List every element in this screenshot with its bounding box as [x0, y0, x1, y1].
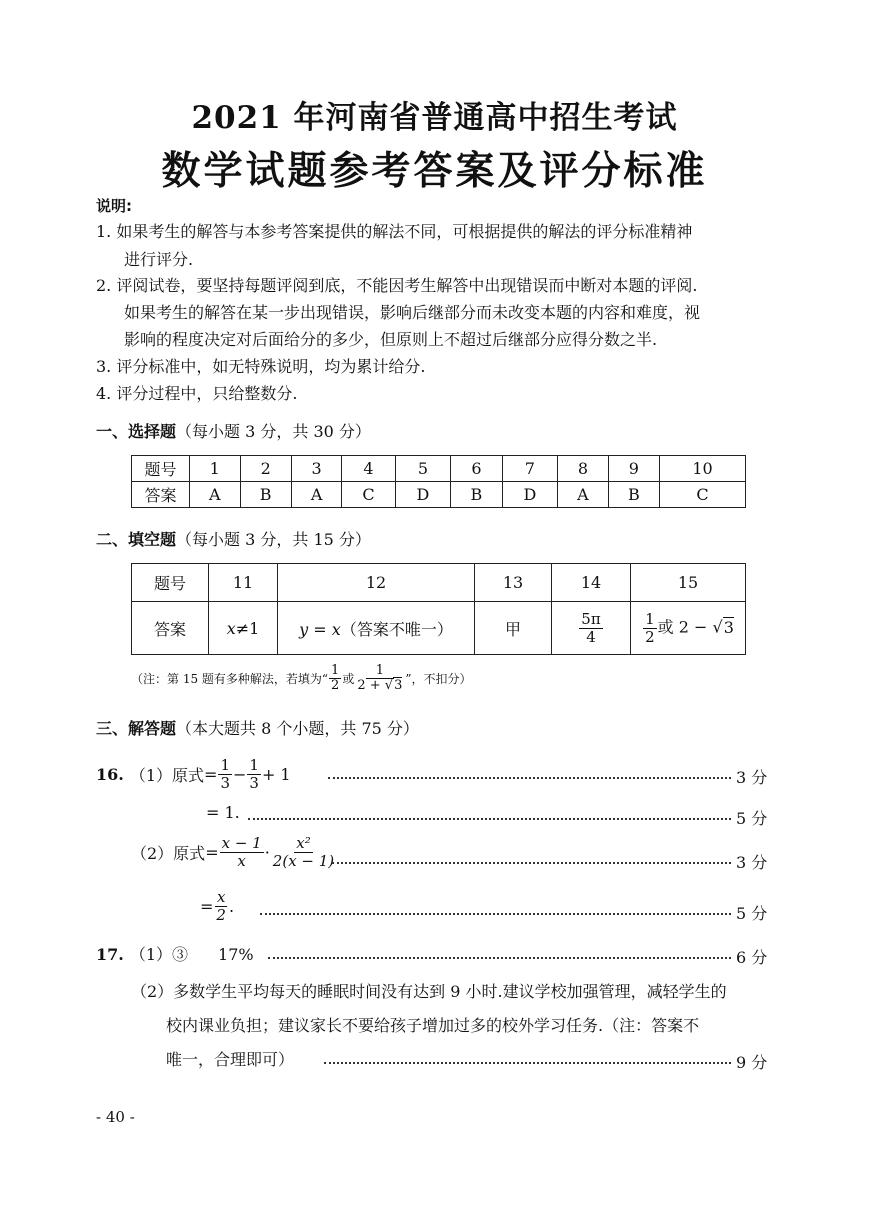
mc-answer: A	[291, 482, 342, 508]
mc-answer: B	[451, 482, 502, 508]
fraction: $\frac{1}{3}$	[220, 756, 230, 792]
mc-answer: A	[190, 482, 241, 508]
mc-number-row	[132, 456, 746, 482]
q16-part2-result: = $\frac{x}{2}$ .	[200, 888, 235, 924]
section3-note: （本大题共 8 个小题，共 75 分）	[176, 719, 419, 738]
mc-number: 9	[608, 456, 659, 482]
leader-dots	[324, 1062, 731, 1064]
mc-number: 1	[190, 456, 241, 482]
leader-dots	[332, 862, 731, 864]
mc-number: 7	[502, 456, 558, 482]
fraction: $\frac{\text{x²}}{2(x - 1)}$	[272, 834, 335, 870]
fraction: $\frac{x}{2}$	[216, 888, 226, 924]
mc-answer-row	[132, 482, 746, 508]
section2-heading: 二、填空题	[96, 530, 177, 549]
exam-title: 2021 年河南省普通高中招生考试	[191, 100, 678, 136]
section3-heading: 三、解答题	[96, 719, 177, 738]
fraction: $\frac{x - 1}{x}$	[221, 834, 262, 870]
multiple-choice-table	[131, 455, 746, 508]
mc-number-label: 题号	[132, 456, 190, 482]
q16-label: 16.	[96, 764, 124, 784]
q17-part1: 17. （1）③ 17%	[96, 945, 254, 964]
leader-dots	[248, 818, 731, 820]
q17-label: 17.	[96, 945, 124, 964]
fraction: $\frac{1}{3}$	[249, 756, 259, 792]
q17-part2-line2: 校内课业负担；建议家长不要给孩子增加过多的校外学习任务.（注：答案不	[166, 1016, 700, 1035]
mc-number: 4	[342, 456, 395, 482]
mc-number: 3	[291, 456, 342, 482]
fill-number: 12	[278, 564, 475, 602]
fill-number: 15	[631, 564, 746, 602]
fill-answer-12: y = x（答案不唯一）	[278, 602, 475, 655]
fraction: $\frac{5\pi}{4}$	[581, 610, 601, 646]
score: 3 分	[736, 853, 768, 872]
mc-number: 8	[558, 456, 609, 482]
mc-answer: D	[502, 482, 558, 508]
mc-answer: B	[608, 482, 659, 508]
score: 5 分	[736, 809, 768, 828]
section1-header	[96, 419, 371, 442]
answer-key-title: 数学试题参考答案及评分标准	[161, 149, 708, 194]
score: 5 分	[736, 904, 768, 923]
mc-answer: A	[558, 482, 609, 508]
note-2-cont-a: 如果考生的解答在某一步出现错误，影响后继部分而未改变本题的内容和难度，视	[124, 303, 701, 322]
fill-in-table	[131, 563, 746, 655]
mc-number: 5	[395, 456, 451, 482]
score: 3 分	[736, 768, 768, 787]
note-2: 2. 评阅试卷，要坚持每题评阅到底，不能因考生解答中出现错误而中断对本题的评阅.	[96, 276, 698, 295]
score: 9 分	[736, 1053, 768, 1072]
q17-part2-line1: （2）多数学生平均每天的睡眠时间没有达到 9 小时.建议学校加强管理，减轻学生的	[131, 982, 727, 1001]
fill-answer-label: 答案	[132, 602, 209, 655]
fill-number: 14	[552, 564, 631, 602]
note-1: 1. 如果考生的解答与本参考答案提供的解法不同，可根据提供的解法的评分标准精神	[96, 222, 693, 241]
q16-part1-result: = 1.	[206, 803, 240, 822]
q16-part2: （2）原式 = $\frac{x - 1}{x}$ · $\frac{\text{x²}}{2(x - 1)}$	[131, 834, 335, 870]
leader-dots	[328, 777, 731, 779]
mc-answer: B	[240, 482, 291, 508]
mc-answer: C	[342, 482, 395, 508]
fill-answer-15: $\frac{1}{2}$ 或 2 − √3	[631, 602, 746, 655]
note-1-cont: 进行评分.	[124, 250, 194, 269]
fill-answer-14	[552, 602, 631, 655]
note-3: 3. 评分标准中，如无特殊说明，均为累计给分.	[96, 357, 426, 376]
note-2-cont-b: 影响的程度决定对后面给分的多少，但原则上不超过后继部分应得分数之半.	[124, 330, 658, 349]
section2-header	[96, 527, 371, 550]
fill-in-remark: （注：第 15 题有多种解法，若填为“ $\frac{1}{2}$ 或 $\frac{1}{2 + √3}$ ”，不扣分）	[131, 663, 472, 694]
section3-header	[96, 716, 419, 739]
page-number: - 40 -	[96, 1108, 135, 1126]
fill-answer-row	[132, 602, 746, 655]
fraction: $\frac{1}{2}$	[645, 610, 655, 646]
section1-note: （每小题 3 分，共 30 分）	[176, 422, 371, 441]
section1-heading: 一、选择题	[96, 422, 177, 441]
leader-dots	[268, 957, 731, 959]
q16-part1: 16. （1）原式 = $\frac{1}{3}$ − $\frac{1}{3}$ + 1	[96, 756, 291, 792]
fraction: $\frac{1}{2 + √3}$	[357, 663, 403, 694]
mc-number: 6	[451, 456, 502, 482]
fill-number-label: 题号	[132, 564, 209, 602]
note-4: 4. 评分过程中，只给整数分.	[96, 384, 298, 403]
section2-note: （每小题 3 分，共 15 分）	[176, 530, 371, 549]
q17-part2-line3: 唯一，合理即可）	[166, 1050, 295, 1069]
fill-number-row	[132, 564, 746, 602]
mc-answer-label: 答案	[132, 482, 190, 508]
fill-answer-13: 甲	[475, 602, 552, 655]
mc-number: 2	[240, 456, 291, 482]
fill-number: 11	[209, 564, 278, 602]
leader-dots	[260, 913, 731, 915]
fraction: $\frac{1}{2}$	[331, 663, 340, 694]
notes-heading: 说明:	[96, 197, 132, 215]
fill-answer-11: x≠1	[209, 602, 278, 655]
score: 6 分	[736, 948, 768, 967]
fill-number: 13	[475, 564, 552, 602]
mc-answer: D	[395, 482, 451, 508]
mc-answer: C	[660, 482, 746, 508]
mc-number: 10	[660, 456, 746, 482]
